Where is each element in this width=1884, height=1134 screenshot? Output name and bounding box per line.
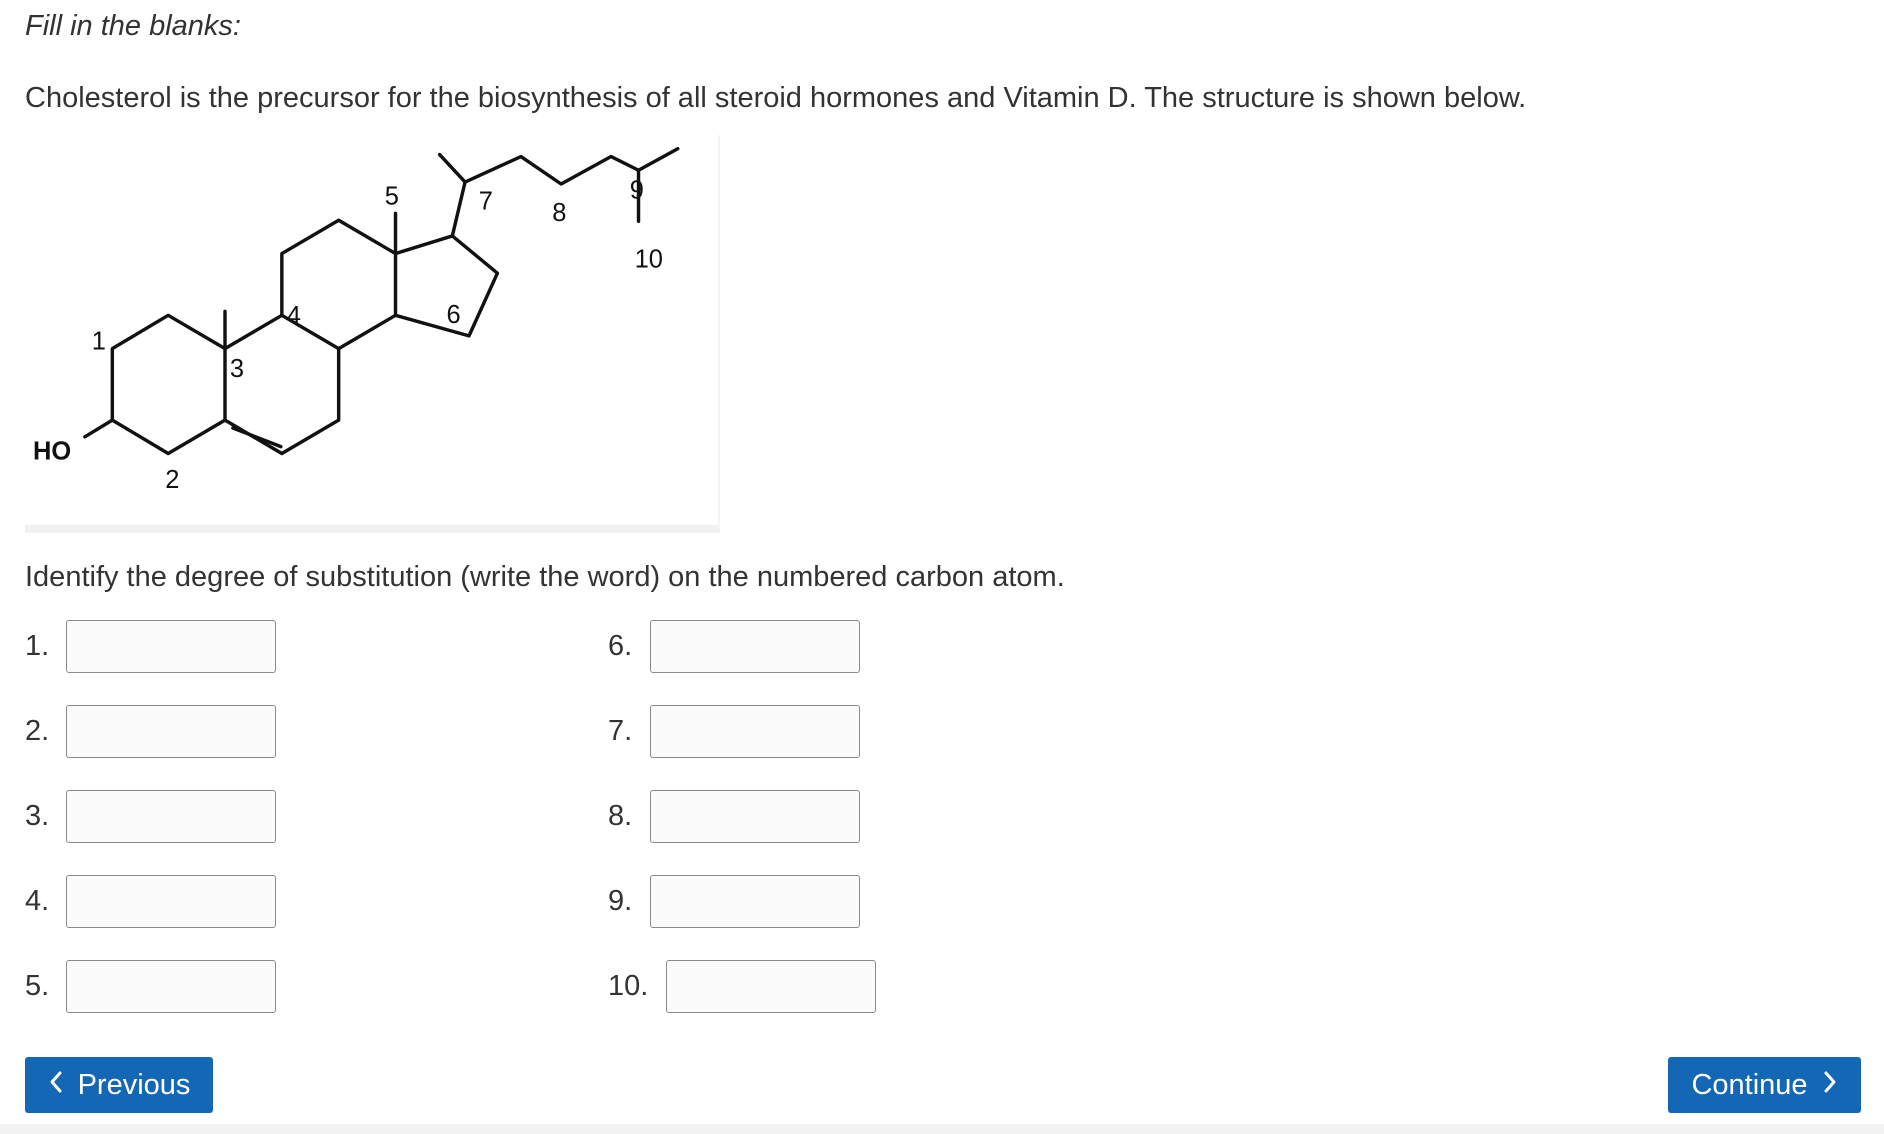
blank-label-9: 9.	[608, 884, 633, 917]
bottom-divider	[0, 1124, 1884, 1134]
blank-label-2: 2.	[25, 714, 50, 747]
blank-row-5	[25, 959, 276, 1013]
blank-row-4	[25, 874, 276, 928]
cholesterol-structure-drawing	[25, 135, 718, 525]
instruction-text: Fill in the blanks:	[25, 10, 241, 42]
atom-label-7: 7	[478, 187, 493, 216]
blank-row-2	[25, 704, 276, 758]
blank-label-4: 4.	[25, 884, 50, 917]
atom-label-5: 5	[384, 182, 399, 211]
blank-label-5: 5.	[25, 969, 50, 1002]
chevron-left-icon	[48, 1070, 64, 1101]
blank-label-10: 10.	[608, 969, 649, 1002]
blank-label-3: 3.	[25, 799, 50, 832]
blank-row-8	[608, 789, 860, 843]
blank-label-8: 8.	[608, 799, 633, 832]
blank-input-2[interactable]	[66, 705, 276, 758]
blank-input-5[interactable]	[66, 960, 276, 1013]
blank-label-1: 1.	[25, 629, 50, 662]
blank-input-6[interactable]	[650, 620, 860, 673]
continue-button-label: Continue	[1691, 1068, 1808, 1101]
atom-label-6: 6	[446, 301, 461, 330]
previous-button-label: Previous	[77, 1068, 191, 1101]
blank-row-3	[25, 789, 276, 843]
blank-input-7[interactable]	[650, 705, 860, 758]
blank-input-1[interactable]	[66, 620, 276, 673]
atom-label-9: 9	[629, 176, 644, 205]
atom-label-8: 8	[552, 199, 567, 228]
intro-text: Cholesterol is the precursor for the biosynthesis of all steroid hormones and Vitamin D. The structure is shown below.	[25, 82, 1527, 114]
blank-row-1	[25, 619, 276, 673]
blank-row-7	[608, 704, 860, 758]
blank-input-8[interactable]	[650, 790, 860, 843]
blank-label-6: 6.	[608, 629, 633, 662]
cholesterol-structure-image	[25, 135, 720, 533]
ho-label: HO	[32, 437, 72, 466]
blank-row-9	[608, 874, 860, 928]
atom-label-4: 4	[286, 302, 301, 331]
atom-label-2: 2	[165, 465, 180, 494]
blank-label-7: 7.	[608, 714, 633, 747]
chevron-right-icon	[1822, 1070, 1838, 1101]
question-text: Identify the degree of substitution (write the word) on the numbered carbon atom.	[25, 561, 1065, 593]
atom-label-3: 3	[229, 355, 245, 384]
atom-label-10: 10	[634, 245, 663, 274]
blank-input-9[interactable]	[650, 875, 860, 928]
continue-button[interactable]	[1668, 1057, 1861, 1113]
blank-input-4[interactable]	[66, 875, 276, 928]
blank-row-6	[608, 619, 860, 673]
previous-button[interactable]	[25, 1057, 213, 1113]
blank-input-3[interactable]	[66, 790, 276, 843]
atom-label-1: 1	[91, 327, 106, 356]
blank-input-10[interactable]	[666, 960, 876, 1013]
blank-row-10	[608, 959, 876, 1013]
